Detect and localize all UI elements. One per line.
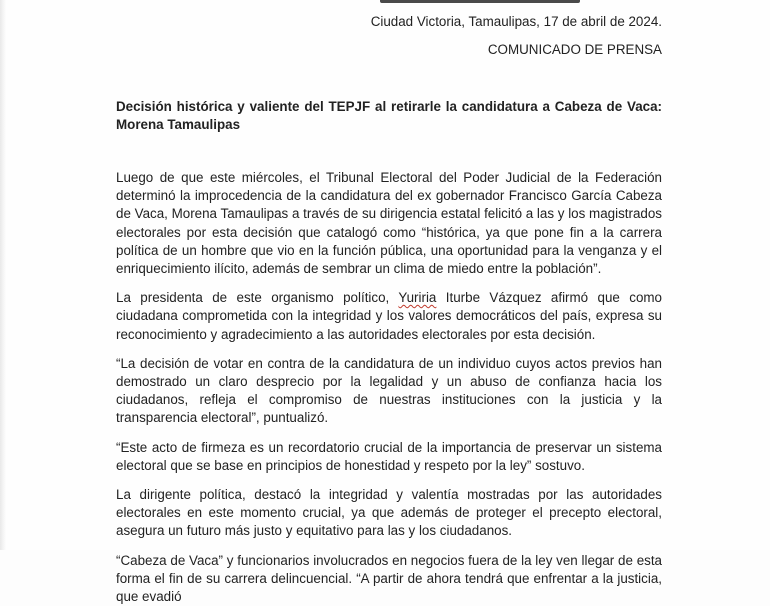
- cropped-header-line: [380, 0, 580, 5]
- paragraph-5: La dirigente política, destacó la integridad y valentía mostradas por las autoridades electorales en este momento crucial, ya que además de proteger el precepto electoral, asegura un futuro más justo y equitativo para las y los ciudadanos.: [116, 487, 662, 539]
- page-edge-shadow: [0, 0, 6, 550]
- paragraph-2-end: Iturbe Vázquez afirmó que como ciudadana comprometida con la integridad y los valores democráticos del país, expresa su reconocimiento y agradecimiento a las autoridades electorales por esta decisión.: [116, 290, 662, 342]
- spellcheck-flagged-name: Yuriria: [398, 290, 437, 306]
- paragraph-6: “Cabeza de Vaca” y funcionarios involucrados en negocios fuera de la ley ven llegar de esta forma el fin de su carrera delincuencial. “A partir de ahora tendrá que enfrentar a la justicia, que evadió: [116, 552, 662, 605]
- paragraph-1: Luego de que este miércoles, el Tribunal Electoral del Poder Judicial de la Federación determinó la improcedencia de la candidatura del ex gobernador Francisco García Cabeza de Vaca, Morena Tamaulipas a través de su dirigencia estatal felicitó a las y los magistrados electorales por esta decisión que catalogó como “histórica, ya que pone fin a la carrera política de un hombre que vio en la función pública, una oportunidad para la venganza y el enriquecimiento ilícito, además de sembrar un clima de miedo entre la población”.: [116, 170, 662, 277]
- paragraph-2: [116, 289, 662, 344]
- paragraph-4: “Este acto de firmeza es un recordatorio crucial de la importancia de preservar un sistema electoral que se base en principios de honestidad y respeto por la ley” sostuvo.: [116, 439, 662, 473]
- paragraph-2-start: La presidenta de este organismo político,: [116, 290, 399, 306]
- press-release-title: Decisión histórica y valiente del TEPJF al retirarle la candidatura a Cabeza de Vaca: Morena Tamaulipas: [116, 99, 662, 132]
- document-type: COMUNICADO DE PRENSA: [487, 42, 662, 57]
- press-release-body: [116, 169, 662, 606]
- location-date: Ciudad Victoria, Tamaulipas, 17 de abril de 2024.: [370, 14, 662, 29]
- paragraph-3: “La decisión de votar en contra de la candidatura de un individuo cuyos actos previos han demostrado un claro desprecio por la legalidad y un abuso de confianza hacia los ciudadanos, refleja el compromiso de nuestras instituciones con la justicia y la transparencia electoral”, puntualizó.: [116, 355, 662, 426]
